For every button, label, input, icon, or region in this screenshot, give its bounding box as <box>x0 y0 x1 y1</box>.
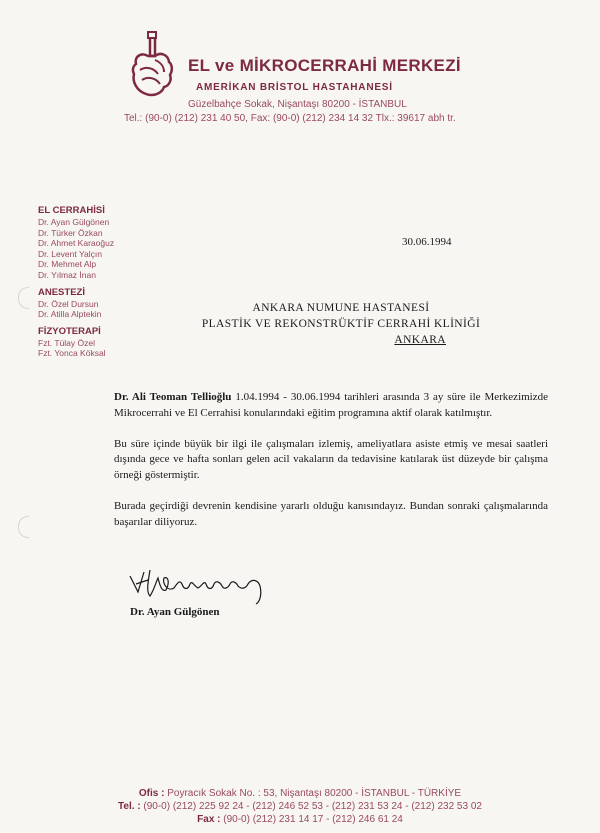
org-contact: Tel.: (90-0) (212) 231 40 50, Fax: (90-0) (212) 234 14 32 Tlx.: 39617 abh tr. <box>124 113 456 124</box>
staff-name: Fzt. Yonca Köksal <box>38 348 106 359</box>
staff-name: Dr. Ahmet Karaoğuz <box>38 238 115 249</box>
footer-office-line <box>0 787 600 800</box>
staff-name: Dr. Levent Yalçın <box>38 248 102 259</box>
trainee-name: Dr. Ali Teoman Tellioğlu <box>114 391 232 403</box>
signer-name: Dr. Ayan Gülgönen <box>130 606 220 618</box>
recipient-line: PLASTİK VE REKONSTRÜKTİF CERRAHİ KLİNİĞİ <box>201 318 481 330</box>
handwritten-signature <box>126 562 286 608</box>
sidebar-heading: ANESTEZİ <box>38 286 85 298</box>
footer-label: Tel. : <box>118 801 141 812</box>
staff-name: Dr. Özel Dursun <box>38 298 99 309</box>
sidebar-section-fizyoterapi <box>38 326 114 359</box>
staff-name: Fzt. Tülay Özel <box>38 337 95 348</box>
footer-label: Ofis : <box>138 788 165 799</box>
sidebar-heading: FİZYOTERAPİ <box>38 325 101 337</box>
body-paragraph: Bu süre içinde büyük bir ilgi ile çalışmaları izlemiş, ameliyatlara asiste etmiş ve mesai saatleri dışında gece ve hafta sonları gelen acil vakaların da tedavisine katılarak üst düzeyde bir çalışma örneği göstermiştir. <box>114 437 548 482</box>
staff-name: Dr. Atilla Alptekin <box>38 309 102 320</box>
punch-hole-mark <box>18 516 29 538</box>
paragraph-text: 1.04.1994 - 30.06.1994 tarihleri arasında 3 ay süre ile Merkezimizde Mikrocerrahi ve El Cerrahisi konularındaki eğitim programına aktif olarak katılmıştır. <box>114 391 548 419</box>
staff-sidebar <box>38 205 114 365</box>
sidebar-section-anestezi <box>38 287 114 320</box>
letter-footer <box>0 787 600 826</box>
staff-name: Dr. Mehmet Alp <box>38 259 97 270</box>
body-paragraph <box>114 390 548 422</box>
recipient-city: ANKARA <box>394 334 446 346</box>
letter-body <box>114 390 548 546</box>
footer-fax-line <box>0 813 600 826</box>
body-paragraph: Burada geçirdiği devrenin kendisine yararlı olduğu kanısındayız. Bundan sonraki çalışmalarında başarılar diliyoruz. <box>114 499 548 528</box>
org-address: Güzelbahçe Sokak, Nişantaşı 80200 - İSTANBUL <box>188 99 407 110</box>
footer-value: (90-0) (212) 225 92 24 - (212) 246 52 53 - (212) 231 53 24 - (212) 232 53 02 <box>140 801 482 812</box>
org-subtitle: AMERİKAN BRİSTOL HASTAHANESİ <box>196 82 393 93</box>
sidebar-section-el-cerrahisi <box>38 205 114 281</box>
staff-name: Dr. Ayan Gülgönen <box>38 217 110 227</box>
footer-value: (90-0) (212) 231 14 17 - (212) 246 61 24 <box>220 814 403 825</box>
letter-date: 30.06.1994 <box>402 236 452 248</box>
recipient-line: ANKARA NUMUNE HASTANESİ <box>252 302 430 314</box>
footer-value: Poyracık Sokak No. : 53, Nişantaşı 80200 - İSTANBUL - TÜRKİYE <box>164 788 462 799</box>
hand-logo-icon <box>128 30 178 100</box>
punch-hole-mark <box>18 287 29 309</box>
recipient-block <box>186 300 496 348</box>
staff-name: Dr. Türker Özkan <box>38 227 103 238</box>
sidebar-heading: EL CERRAHİSİ <box>38 205 105 216</box>
footer-tel-line <box>0 800 600 813</box>
footer-label: Fax : <box>197 814 221 825</box>
staff-name: Dr. Yılmaz İnan <box>38 269 96 280</box>
org-name: EL ve MİKROCERRAHİ MERKEZİ <box>188 56 461 75</box>
